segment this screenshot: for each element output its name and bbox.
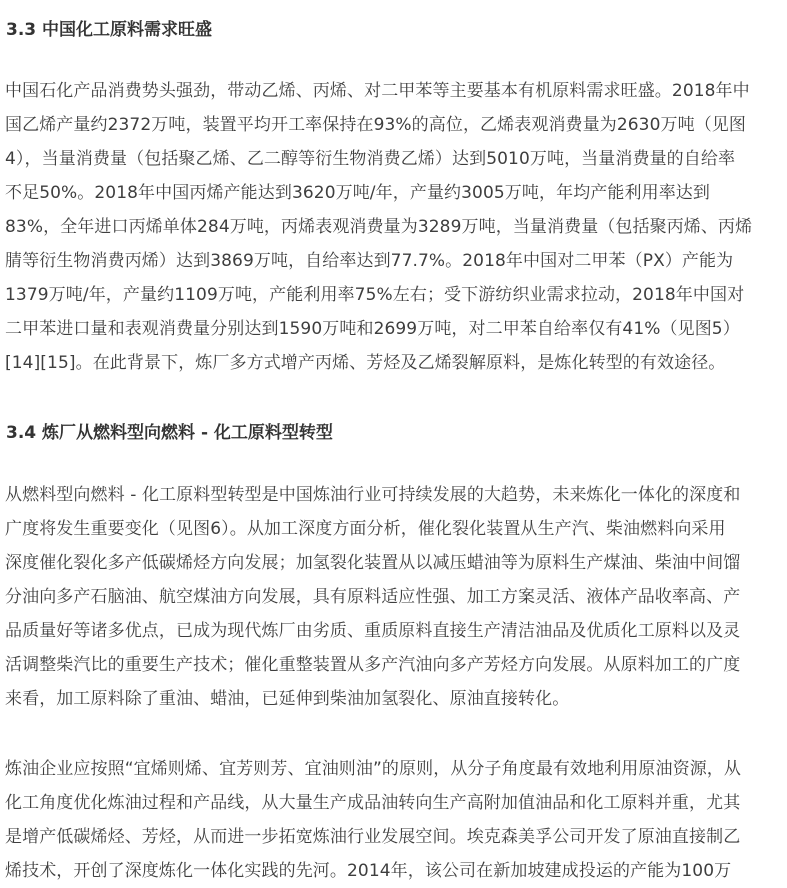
text-line: 不足50%。2018年中国丙烯产能达到3620万吨/年，产量约3005万吨，年均产能利用率达到 [5, 183, 711, 203]
text-line: 炼油企业应按照“宜烯则烯、宜芳则芳、宜油则油”的原则，从分子角度最有效地利用原油资源，从 [5, 759, 742, 779]
text-line: 1379万吨/年，产量约1109万吨，产能利用率75%左右；受下游纺织业需求拉动，2018年中国对 [5, 285, 745, 305]
text-line: 深度催化裂化多产低碳烯烃方向发展；加氢裂化装置从以减压蜡油等为原料生产煤油、柴油中间馏 [5, 553, 741, 573]
text-line: 是增产低碳烯烃、芳烃，从而进一步拓宽炼油行业发展空间。埃克森美孚公司开发了原油直接制乙 [5, 827, 741, 847]
text-line: 中国石化产品消费势头强劲，带动乙烯、丙烯、对二甲苯等主要基本有机原料需求旺盛。2018年中 [5, 81, 750, 101]
text-line: 二甲苯进口量和表观消费量分别达到1590万吨和2699万吨，对二甲苯自给率仅有41%（见图5） [5, 319, 740, 339]
paragraph-chemical-demand [5, 74, 783, 380]
paragraph-refinery-transformation [5, 478, 783, 716]
section-heading-3-4: 3.4 炼厂从燃料型向燃料 - 化工原料型转型 [6, 423, 333, 443]
text-line: 广度将发生重要变化（见图6）。从加工深度方面分析，催化裂化装置从生产汽、柴油燃料向采用 [5, 519, 726, 539]
text-line: 83%，全年进口丙烯单体284万吨，丙烯表观消费量为3289万吨，当量消费量（包括聚丙烯、丙烯 [5, 217, 753, 237]
text-line: 腈等衍生物消费丙烯）达到3869万吨，自给率达到77.7%。2018年中国对二甲苯（PX）产能为 [5, 251, 734, 271]
text-line: 来看，加工原料除了重油、蜡油，已延伸到柴油加氢裂化、原油直接转化。 [5, 689, 570, 709]
text-line: 从燃料型向燃料 - 化工原料型转型是中国炼油行业可持续发展的大趋势，未来炼化一体化的深度和 [5, 485, 741, 505]
text-line: 烯技术，开创了深度炼化一体化实践的先河。2014年，该公司在新加坡建成投运的产能为100万 [5, 861, 732, 881]
text-line: 国乙烯产量约2372万吨，装置平均开工率保持在93%的高位，乙烯表观消费量为2630万吨（见图 [5, 115, 747, 135]
text-line: 活调整柴汽比的重要生产技术；催化重整装置从多产汽油向多产芳烃方向发展。从原料加工的广度 [5, 655, 741, 675]
text-line: 品质量好等诸多优点，已成为现代炼厂由劣质、重质原料直接生产清洁油品及优质化工原料以及灵 [5, 621, 741, 641]
text-line: 化工角度优化炼油过程和产品线，从大量生产成品油转向生产高附加值油品和化工原料并重，尤其 [5, 793, 741, 813]
section-heading-3-3: 3.3 中国化工原料需求旺盛 [6, 20, 213, 40]
text-line: 分油向多产石脑油、航空煤油方向发展，具有原料适应性强、加工方案灵活、液体产品收率高、产 [5, 587, 741, 607]
text-line: 4），当量消费量（包括聚乙烯、乙二醇等衍生物消费乙烯）达到5010万吨，当量消费量的自给率 [5, 149, 736, 169]
paragraph-refinery-principles [5, 752, 783, 888]
text-line: [14][15]。在此背景下，炼厂多方式增产丙烯、芳烃及乙烯裂解原料，是炼化转型的有效途径。 [5, 353, 726, 373]
